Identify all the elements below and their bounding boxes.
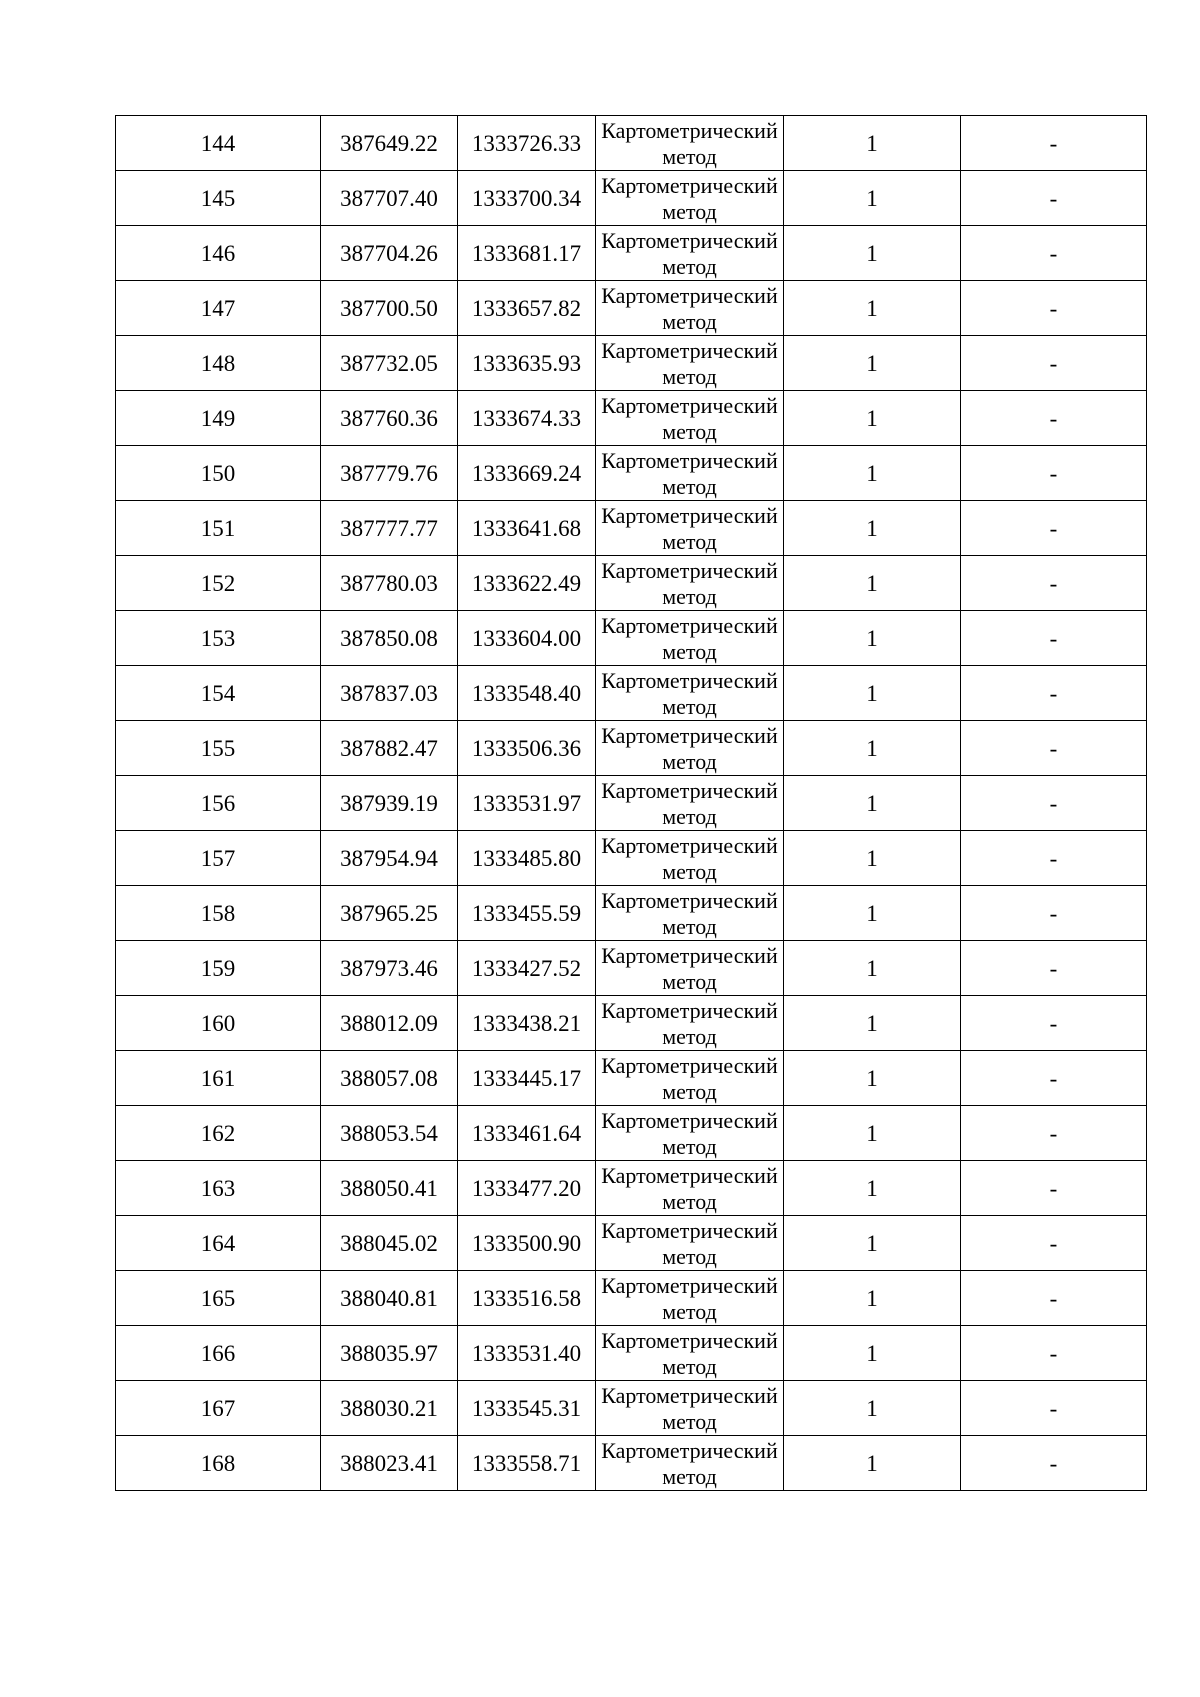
cell-point-number: 166 bbox=[116, 1326, 321, 1381]
cell-point-number: 158 bbox=[116, 886, 321, 941]
method-text: Картометрический метод bbox=[601, 887, 778, 939]
cell-coord-x: 388045.02 bbox=[321, 1216, 458, 1271]
cell-accuracy: 1 bbox=[784, 831, 961, 886]
cell-coord-x: 387704.26 bbox=[321, 226, 458, 281]
method-text: Картометрический метод bbox=[601, 1382, 778, 1434]
cell-coord-y: 1333700.34 bbox=[458, 171, 596, 226]
method-text: Картометрический метод bbox=[601, 392, 778, 444]
cell-method bbox=[596, 1161, 784, 1216]
cell-coord-y: 1333669.24 bbox=[458, 446, 596, 501]
cell-method bbox=[596, 611, 784, 666]
cell-point-number: 161 bbox=[116, 1051, 321, 1106]
cell-coord-y: 1333455.59 bbox=[458, 886, 596, 941]
cell-coord-y: 1333485.80 bbox=[458, 831, 596, 886]
cell-point-number: 150 bbox=[116, 446, 321, 501]
cell-accuracy: 1 bbox=[784, 1326, 961, 1381]
cell-note: - bbox=[961, 996, 1147, 1051]
cell-note: - bbox=[961, 831, 1147, 886]
cell-accuracy: 1 bbox=[784, 611, 961, 666]
method-text: Картометрический метод bbox=[601, 1437, 778, 1489]
cell-coord-y: 1333461.64 bbox=[458, 1106, 596, 1161]
table-row bbox=[116, 831, 1147, 886]
cell-note: - bbox=[961, 226, 1147, 281]
cell-coord-x: 387837.03 bbox=[321, 666, 458, 721]
table-row bbox=[116, 721, 1147, 776]
cell-coord-x: 388057.08 bbox=[321, 1051, 458, 1106]
table-row bbox=[116, 226, 1147, 281]
cell-point-number: 151 bbox=[116, 501, 321, 556]
table-row bbox=[116, 336, 1147, 391]
table-row bbox=[116, 281, 1147, 336]
cell-point-number: 162 bbox=[116, 1106, 321, 1161]
table-row bbox=[116, 446, 1147, 501]
cell-point-number: 165 bbox=[116, 1271, 321, 1326]
method-text: Картометрический метод bbox=[601, 612, 778, 664]
method-text: Картометрический метод bbox=[601, 777, 778, 829]
cell-coord-x: 387700.50 bbox=[321, 281, 458, 336]
cell-note: - bbox=[961, 776, 1147, 831]
cell-method bbox=[596, 281, 784, 336]
table-row bbox=[116, 666, 1147, 721]
cell-note: - bbox=[961, 1216, 1147, 1271]
cell-note: - bbox=[961, 556, 1147, 611]
cell-method bbox=[596, 1381, 784, 1436]
method-text: Картометрический метод bbox=[601, 227, 778, 279]
cell-accuracy: 1 bbox=[784, 1051, 961, 1106]
table-row bbox=[116, 1051, 1147, 1106]
table-row bbox=[116, 1436, 1147, 1491]
cell-method bbox=[596, 1216, 784, 1271]
cell-point-number: 154 bbox=[116, 666, 321, 721]
table-row bbox=[116, 556, 1147, 611]
cell-note: - bbox=[961, 611, 1147, 666]
table-row bbox=[116, 171, 1147, 226]
cell-accuracy: 1 bbox=[784, 996, 961, 1051]
method-text: Картометрический метод bbox=[601, 1052, 778, 1104]
method-text: Картометрический метод bbox=[601, 1272, 778, 1324]
cell-method bbox=[596, 996, 784, 1051]
method-text: Картометрический метод bbox=[601, 1217, 778, 1269]
cell-coord-x: 387760.36 bbox=[321, 391, 458, 446]
cell-coord-y: 1333558.71 bbox=[458, 1436, 596, 1491]
cell-coord-y: 1333427.52 bbox=[458, 941, 596, 996]
method-text: Картометрический метод bbox=[601, 832, 778, 884]
cell-method bbox=[596, 1106, 784, 1161]
cell-accuracy: 1 bbox=[784, 1436, 961, 1491]
cell-note: - bbox=[961, 171, 1147, 226]
cell-method bbox=[596, 556, 784, 611]
cell-accuracy: 1 bbox=[784, 1106, 961, 1161]
cell-method bbox=[596, 666, 784, 721]
cell-accuracy: 1 bbox=[784, 391, 961, 446]
cell-method bbox=[596, 721, 784, 776]
cell-method bbox=[596, 1326, 784, 1381]
method-text: Картометрический метод bbox=[601, 667, 778, 719]
cell-note: - bbox=[961, 1106, 1147, 1161]
table-row bbox=[116, 941, 1147, 996]
cell-method bbox=[596, 831, 784, 886]
cell-point-number: 147 bbox=[116, 281, 321, 336]
cell-coord-x: 388053.54 bbox=[321, 1106, 458, 1161]
method-text: Картометрический метод bbox=[601, 722, 778, 774]
cell-coord-y: 1333681.17 bbox=[458, 226, 596, 281]
table-row bbox=[116, 391, 1147, 446]
cell-accuracy: 1 bbox=[784, 171, 961, 226]
cell-coord-x: 388030.21 bbox=[321, 1381, 458, 1436]
cell-method bbox=[596, 171, 784, 226]
cell-method bbox=[596, 1051, 784, 1106]
cell-method bbox=[596, 446, 784, 501]
cell-coord-y: 1333531.97 bbox=[458, 776, 596, 831]
cell-method bbox=[596, 776, 784, 831]
cell-method bbox=[596, 1271, 784, 1326]
cell-note: - bbox=[961, 501, 1147, 556]
cell-coord-x: 387649.22 bbox=[321, 116, 458, 171]
cell-point-number: 163 bbox=[116, 1161, 321, 1216]
cell-accuracy: 1 bbox=[784, 666, 961, 721]
cell-note: - bbox=[961, 1051, 1147, 1106]
cell-accuracy: 1 bbox=[784, 556, 961, 611]
cell-point-number: 148 bbox=[116, 336, 321, 391]
cell-note: - bbox=[961, 1436, 1147, 1491]
cell-accuracy: 1 bbox=[784, 336, 961, 391]
cell-point-number: 149 bbox=[116, 391, 321, 446]
method-text: Картометрический метод bbox=[601, 942, 778, 994]
cell-note: - bbox=[961, 1326, 1147, 1381]
cell-point-number: 146 bbox=[116, 226, 321, 281]
cell-point-number: 159 bbox=[116, 941, 321, 996]
cell-coord-y: 1333531.40 bbox=[458, 1326, 596, 1381]
cell-accuracy: 1 bbox=[784, 1216, 961, 1271]
cell-coord-x: 387777.77 bbox=[321, 501, 458, 556]
cell-method bbox=[596, 501, 784, 556]
cell-method bbox=[596, 116, 784, 171]
method-text: Картометрический метод bbox=[601, 172, 778, 224]
cell-coord-x: 387954.94 bbox=[321, 831, 458, 886]
cell-coord-y: 1333641.68 bbox=[458, 501, 596, 556]
cell-accuracy: 1 bbox=[784, 1161, 961, 1216]
cell-coord-x: 387973.46 bbox=[321, 941, 458, 996]
cell-accuracy: 1 bbox=[784, 1381, 961, 1436]
cell-method bbox=[596, 391, 784, 446]
method-text: Картометрический метод bbox=[601, 997, 778, 1049]
cell-coord-x: 387732.05 bbox=[321, 336, 458, 391]
method-text: Картометрический метод bbox=[601, 337, 778, 389]
cell-accuracy: 1 bbox=[784, 941, 961, 996]
cell-method bbox=[596, 226, 784, 281]
table-row bbox=[116, 886, 1147, 941]
cell-method bbox=[596, 1436, 784, 1491]
cell-coord-y: 1333674.33 bbox=[458, 391, 596, 446]
cell-point-number: 157 bbox=[116, 831, 321, 886]
cell-method bbox=[596, 886, 784, 941]
cell-coord-x: 388040.81 bbox=[321, 1271, 458, 1326]
method-text: Картометрический метод bbox=[601, 1162, 778, 1214]
cell-coord-x: 388035.97 bbox=[321, 1326, 458, 1381]
cell-note: - bbox=[961, 1161, 1147, 1216]
table-row bbox=[116, 1106, 1147, 1161]
method-text: Картометрический метод bbox=[601, 282, 778, 334]
method-text: Картометрический метод bbox=[601, 1327, 778, 1379]
cell-coord-y: 1333548.40 bbox=[458, 666, 596, 721]
cell-point-number: 153 bbox=[116, 611, 321, 666]
method-text: Картометрический метод bbox=[601, 502, 778, 554]
table-row bbox=[116, 996, 1147, 1051]
cell-coord-x: 387965.25 bbox=[321, 886, 458, 941]
table-row bbox=[116, 116, 1147, 171]
cell-accuracy: 1 bbox=[784, 446, 961, 501]
cell-coord-x: 387882.47 bbox=[321, 721, 458, 776]
cell-note: - bbox=[961, 391, 1147, 446]
cell-coord-y: 1333622.49 bbox=[458, 556, 596, 611]
cell-coord-x: 387780.03 bbox=[321, 556, 458, 611]
table-row bbox=[116, 611, 1147, 666]
cell-coord-y: 1333506.36 bbox=[458, 721, 596, 776]
table-row bbox=[116, 1381, 1147, 1436]
cell-coord-y: 1333516.58 bbox=[458, 1271, 596, 1326]
cell-point-number: 167 bbox=[116, 1381, 321, 1436]
cell-point-number: 152 bbox=[116, 556, 321, 611]
cell-point-number: 144 bbox=[116, 116, 321, 171]
cell-method bbox=[596, 336, 784, 391]
cell-coord-x: 387939.19 bbox=[321, 776, 458, 831]
cell-coord-y: 1333438.21 bbox=[458, 996, 596, 1051]
coordinates-table bbox=[115, 115, 1147, 1491]
cell-accuracy: 1 bbox=[784, 501, 961, 556]
table-row bbox=[116, 1216, 1147, 1271]
cell-coord-y: 1333545.31 bbox=[458, 1381, 596, 1436]
cell-coord-y: 1333445.17 bbox=[458, 1051, 596, 1106]
cell-coord-x: 388012.09 bbox=[321, 996, 458, 1051]
table-body bbox=[116, 116, 1147, 1491]
cell-coord-y: 1333657.82 bbox=[458, 281, 596, 336]
method-text: Картометрический метод bbox=[601, 447, 778, 499]
cell-coord-y: 1333604.00 bbox=[458, 611, 596, 666]
cell-accuracy: 1 bbox=[784, 226, 961, 281]
cell-coord-x: 387779.76 bbox=[321, 446, 458, 501]
cell-coord-y: 1333500.90 bbox=[458, 1216, 596, 1271]
cell-point-number: 164 bbox=[116, 1216, 321, 1271]
table-row bbox=[116, 1326, 1147, 1381]
cell-coord-x: 387707.40 bbox=[321, 171, 458, 226]
cell-coord-y: 1333726.33 bbox=[458, 116, 596, 171]
cell-coord-x: 388023.41 bbox=[321, 1436, 458, 1491]
cell-note: - bbox=[961, 116, 1147, 171]
table-row bbox=[116, 1161, 1147, 1216]
cell-note: - bbox=[961, 336, 1147, 391]
table-row bbox=[116, 1271, 1147, 1326]
method-text: Картометрический метод bbox=[601, 557, 778, 609]
cell-note: - bbox=[961, 1271, 1147, 1326]
method-text: Картометрический метод bbox=[601, 1107, 778, 1159]
cell-point-number: 160 bbox=[116, 996, 321, 1051]
cell-accuracy: 1 bbox=[784, 721, 961, 776]
cell-accuracy: 1 bbox=[784, 281, 961, 336]
cell-accuracy: 1 bbox=[784, 776, 961, 831]
table-row bbox=[116, 776, 1147, 831]
cell-note: - bbox=[961, 886, 1147, 941]
cell-point-number: 155 bbox=[116, 721, 321, 776]
cell-note: - bbox=[961, 941, 1147, 996]
cell-point-number: 156 bbox=[116, 776, 321, 831]
cell-note: - bbox=[961, 1381, 1147, 1436]
cell-point-number: 168 bbox=[116, 1436, 321, 1491]
cell-note: - bbox=[961, 446, 1147, 501]
cell-note: - bbox=[961, 721, 1147, 776]
cell-coord-y: 1333635.93 bbox=[458, 336, 596, 391]
cell-note: - bbox=[961, 666, 1147, 721]
cell-coord-y: 1333477.20 bbox=[458, 1161, 596, 1216]
cell-coord-x: 388050.41 bbox=[321, 1161, 458, 1216]
table-row bbox=[116, 501, 1147, 556]
cell-method bbox=[596, 941, 784, 996]
cell-accuracy: 1 bbox=[784, 886, 961, 941]
cell-coord-x: 387850.08 bbox=[321, 611, 458, 666]
cell-accuracy: 1 bbox=[784, 116, 961, 171]
cell-note: - bbox=[961, 281, 1147, 336]
method-text: Картометрический метод bbox=[601, 117, 778, 169]
cell-point-number: 145 bbox=[116, 171, 321, 226]
cell-accuracy: 1 bbox=[784, 1271, 961, 1326]
